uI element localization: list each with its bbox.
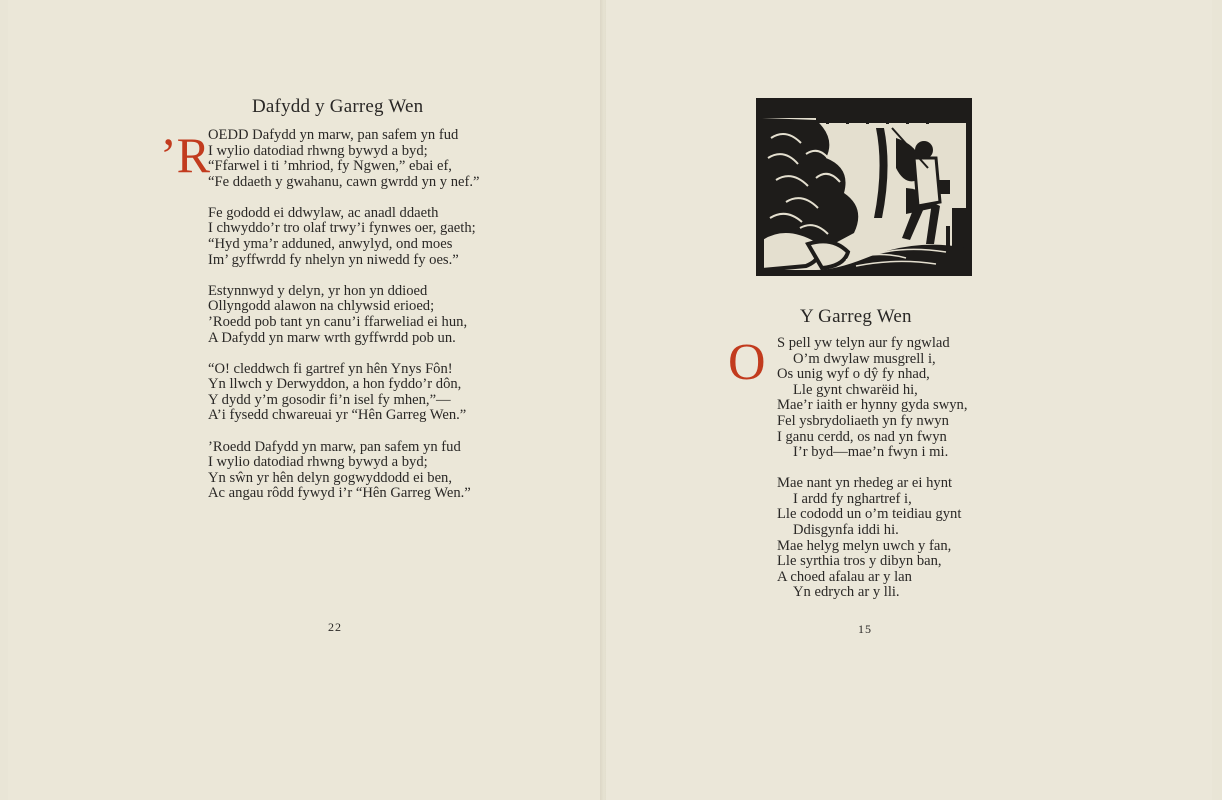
poem-line: Ddisgynfa iddi hi. [793, 522, 899, 539]
poem-line: Lle syrthia tros y dibyn ban, [777, 553, 942, 570]
poem-line: I wylio datodiad rhwng bywyd a byd; [208, 454, 428, 471]
poem-line: Im’ gyffwrdd fy nhelyn yn niwedd fy oes.” [208, 251, 459, 268]
left-poem [208, 128, 480, 517]
woodcut-illustration [756, 98, 972, 276]
poem-line: “Fe ddaeth y gwahanu, cawn gwrdd yn y nef.” [208, 173, 480, 190]
poem-line: I ardd fy nghartref i, [793, 490, 912, 507]
poem-line: Mae helyg melyn uwch y fan, [777, 537, 952, 554]
poem-line: OEDD Dafydd yn marw, pan safem yn fud [208, 127, 459, 143]
poem-line: I’r byd—mae’n fwyn i mi. [793, 444, 949, 461]
poem-line: I wylio datodiad rhwng bywyd a byd; [208, 142, 428, 159]
left-stanza-4 [208, 362, 480, 424]
poem-line: “Hyd yma’r adduned, anwylyd, ond moes [208, 236, 453, 253]
right-stanza-1 [777, 336, 967, 461]
left-page-number: 22 [328, 620, 342, 634]
poem-line: Mae’r iaith er hynny gyda swyn, [777, 397, 968, 414]
poem-line: “Ffarwel i ti ’mhriod, fy Ngwen,” ebai ef, [208, 158, 452, 175]
poem-line: “O! cleddwch fi gartref yn hên Ynys Fôn! [208, 360, 453, 377]
right-drop-cap: O [728, 334, 766, 391]
left-drop-cap: ’R [160, 127, 210, 183]
left-stanza-2 [208, 206, 480, 268]
poem-line: Fe gododd ei ddwylaw, ac anadl ddaeth [208, 204, 439, 221]
poem-line: Yn llwch y Derwyddon, a hon fyddo’r dôn, [208, 376, 462, 393]
poem-line: Yn sŵn yr hên delyn gogwyddodd ei ben, [208, 469, 453, 486]
right-page-number: 15 [858, 622, 872, 636]
poem-line: Fel ysbrydoliaeth yn fy nwyn [777, 412, 949, 429]
poem-line: Y dydd y’m gosodir fi’n isel fy mhen,”— [208, 391, 451, 408]
poem-line: S pell yw telyn aur fy ngwlad [777, 335, 950, 351]
poem-line: A choed afalau ar y lan [777, 568, 912, 585]
poem-line: ’Roedd Dafydd yn marw, pan safem yn fud [208, 438, 461, 455]
poem-line: Yn edrych ar y lli. [793, 584, 900, 601]
poem-line: Lle cododd un o’m teidiau gynt [777, 506, 962, 523]
right-stanza-2 [777, 476, 967, 601]
poem-line: Ac angau rôdd fywyd i’r “Hên Garreg Wen.” [208, 485, 471, 502]
poem-line: O’m dwylaw musgrell i, [793, 350, 936, 367]
poem-line: Estynnwyd y delyn, yr hon yn ddioed [208, 282, 428, 299]
left-stanza-1 [208, 128, 480, 190]
poem-line: A Dafydd yn marw wrth gyffwrdd pob un. [208, 329, 456, 346]
poem-line: Ollyngodd alawon na chlywsid erioed; [208, 298, 435, 315]
poem-line: I chwyddo’r tro olaf trwy’i fynwes oer, gaeth; [208, 220, 476, 237]
poem-line: Lle gynt chwarëid hi, [793, 381, 918, 398]
left-stanza-5 [208, 440, 480, 502]
left-stanza-3 [208, 284, 480, 346]
left-poem-title: Dafydd y Garreg Wen [252, 96, 424, 117]
poem-line: Os unig wyf o dŷ fy nhad, [777, 366, 930, 383]
poem-line: A’i fysedd chwareuai yr “Hên Garreg Wen.” [208, 407, 467, 424]
poem-line: Mae nant yn rhedeg ar ei hynt [777, 475, 953, 492]
right-poem-title: Y Garreg Wen [800, 306, 912, 327]
poem-line: ’Roedd pob tant yn canu’i ffarweliad ei hun, [208, 313, 468, 330]
right-poem [777, 336, 967, 617]
poem-line: I ganu cerdd, os nad yn fwyn [777, 428, 947, 445]
